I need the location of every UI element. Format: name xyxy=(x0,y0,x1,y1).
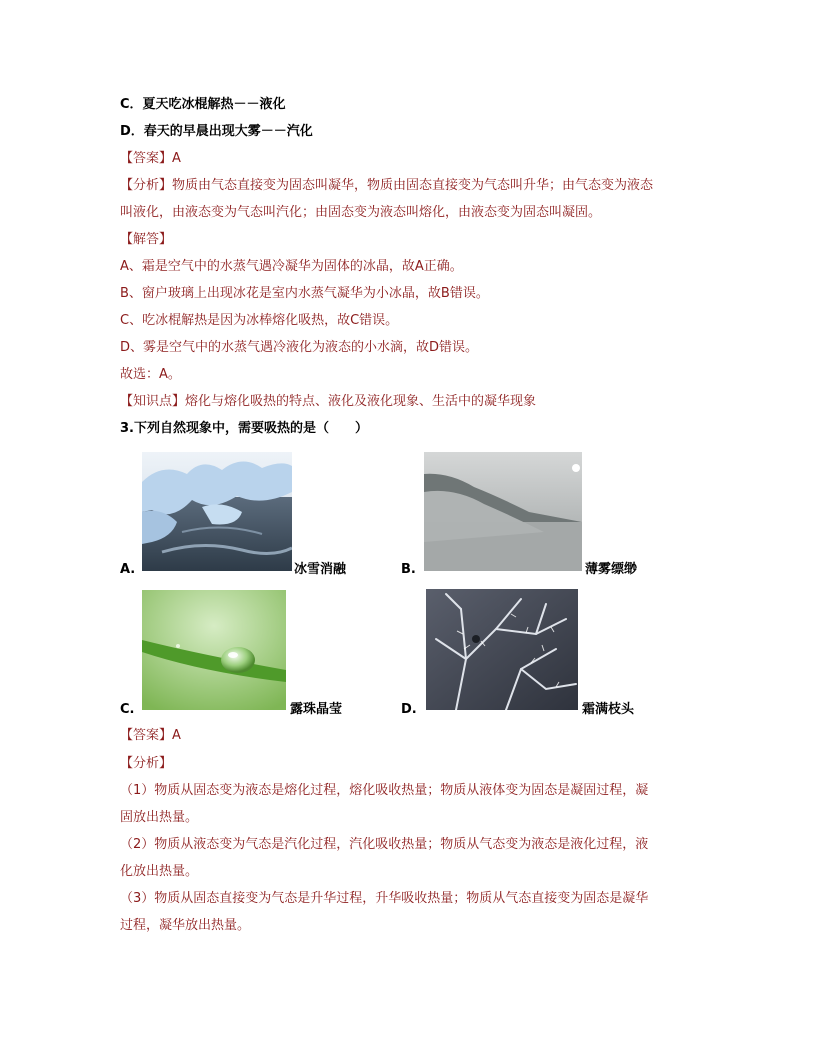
mist-photo xyxy=(424,452,582,571)
frost-branch-photo xyxy=(426,589,578,710)
option-a-caption: 冰雪消融 xyxy=(294,562,347,577)
option-c-letter: C. xyxy=(120,702,135,717)
answer-label: 【答案】A xyxy=(120,151,181,166)
solution-heading: 【解答】 xyxy=(120,232,173,247)
analysis-point-2-line-2: 化放出热量。 xyxy=(120,864,199,879)
option-d-previous: D．春天的早晨出现大雾－－汽化 xyxy=(120,124,313,139)
analysis-point-3-line-2: 过程，凝华放出热量。 xyxy=(120,918,251,933)
solution-item-c: C、吃冰棍解热是因为冰棒熔化吸热，故C错误。 xyxy=(120,313,399,328)
analysis-text-line-1: 【分析】物质由气态直接变为固态叫凝华，物质由固态直接变为气态叫升华；由气态变为液态 xyxy=(120,178,654,193)
option-b-caption: 薄雾缥缈 xyxy=(585,562,638,577)
dewdrop-photo xyxy=(142,590,286,710)
option-d-caption: 霜满枝头 xyxy=(582,702,635,717)
analysis-point-1-line-2: 固放出热量。 xyxy=(120,810,199,825)
option-c-previous: C．夏天吃冰棍解热－－液化 xyxy=(120,97,286,112)
option-c-caption: 露珠晶莹 xyxy=(290,702,343,717)
analysis-text-line-2: 叫液化，由液态变为气态叫汽化；由固态变为液态叫熔化，由液态变为固态叫凝固。 xyxy=(120,205,602,220)
analysis-point-1-line-1: （1）物质从固态变为液态是熔化过程，熔化吸收热量；物质从液体变为固态是凝固过程，凝 xyxy=(120,783,649,798)
answer-label-q3: 【答案】A xyxy=(120,728,181,743)
melting-snow-photo xyxy=(142,452,292,571)
analysis-heading-q3: 【分析】 xyxy=(120,756,173,771)
final-choice: 故选：A。 xyxy=(120,367,181,382)
solution-item-b: B、窗户玻璃上出现冰花是室内水蒸气凝华为小冰晶，故B错误。 xyxy=(120,286,489,301)
knowledge-points: 【知识点】熔化与熔化吸热的特点、液化及液化现象、生活中的凝华现象 xyxy=(120,394,537,409)
question-3-stem: 3.下列自然现象中，需要吸热的是（ ） xyxy=(120,421,368,436)
option-b-letter: B. xyxy=(401,562,416,577)
solution-item-a: A、霜是空气中的水蒸气遇冷凝华为固体的冰晶，故A正确。 xyxy=(120,259,463,274)
analysis-point-2-line-1: （2）物质从液态变为气态是汽化过程，汽化吸收热量；物质从气态变为液态是液化过程，液 xyxy=(120,837,649,852)
solution-item-d: D、雾是空气中的水蒸气遇冷液化为液态的小水滴，故D错误。 xyxy=(120,340,479,355)
option-d-letter: D. xyxy=(401,702,417,717)
analysis-point-3-line-1: （3）物质从固态直接变为气态是升华过程，升华吸收热量；物质从气态直接变为固态是凝华 xyxy=(120,891,649,906)
option-a-letter: A. xyxy=(120,562,136,577)
